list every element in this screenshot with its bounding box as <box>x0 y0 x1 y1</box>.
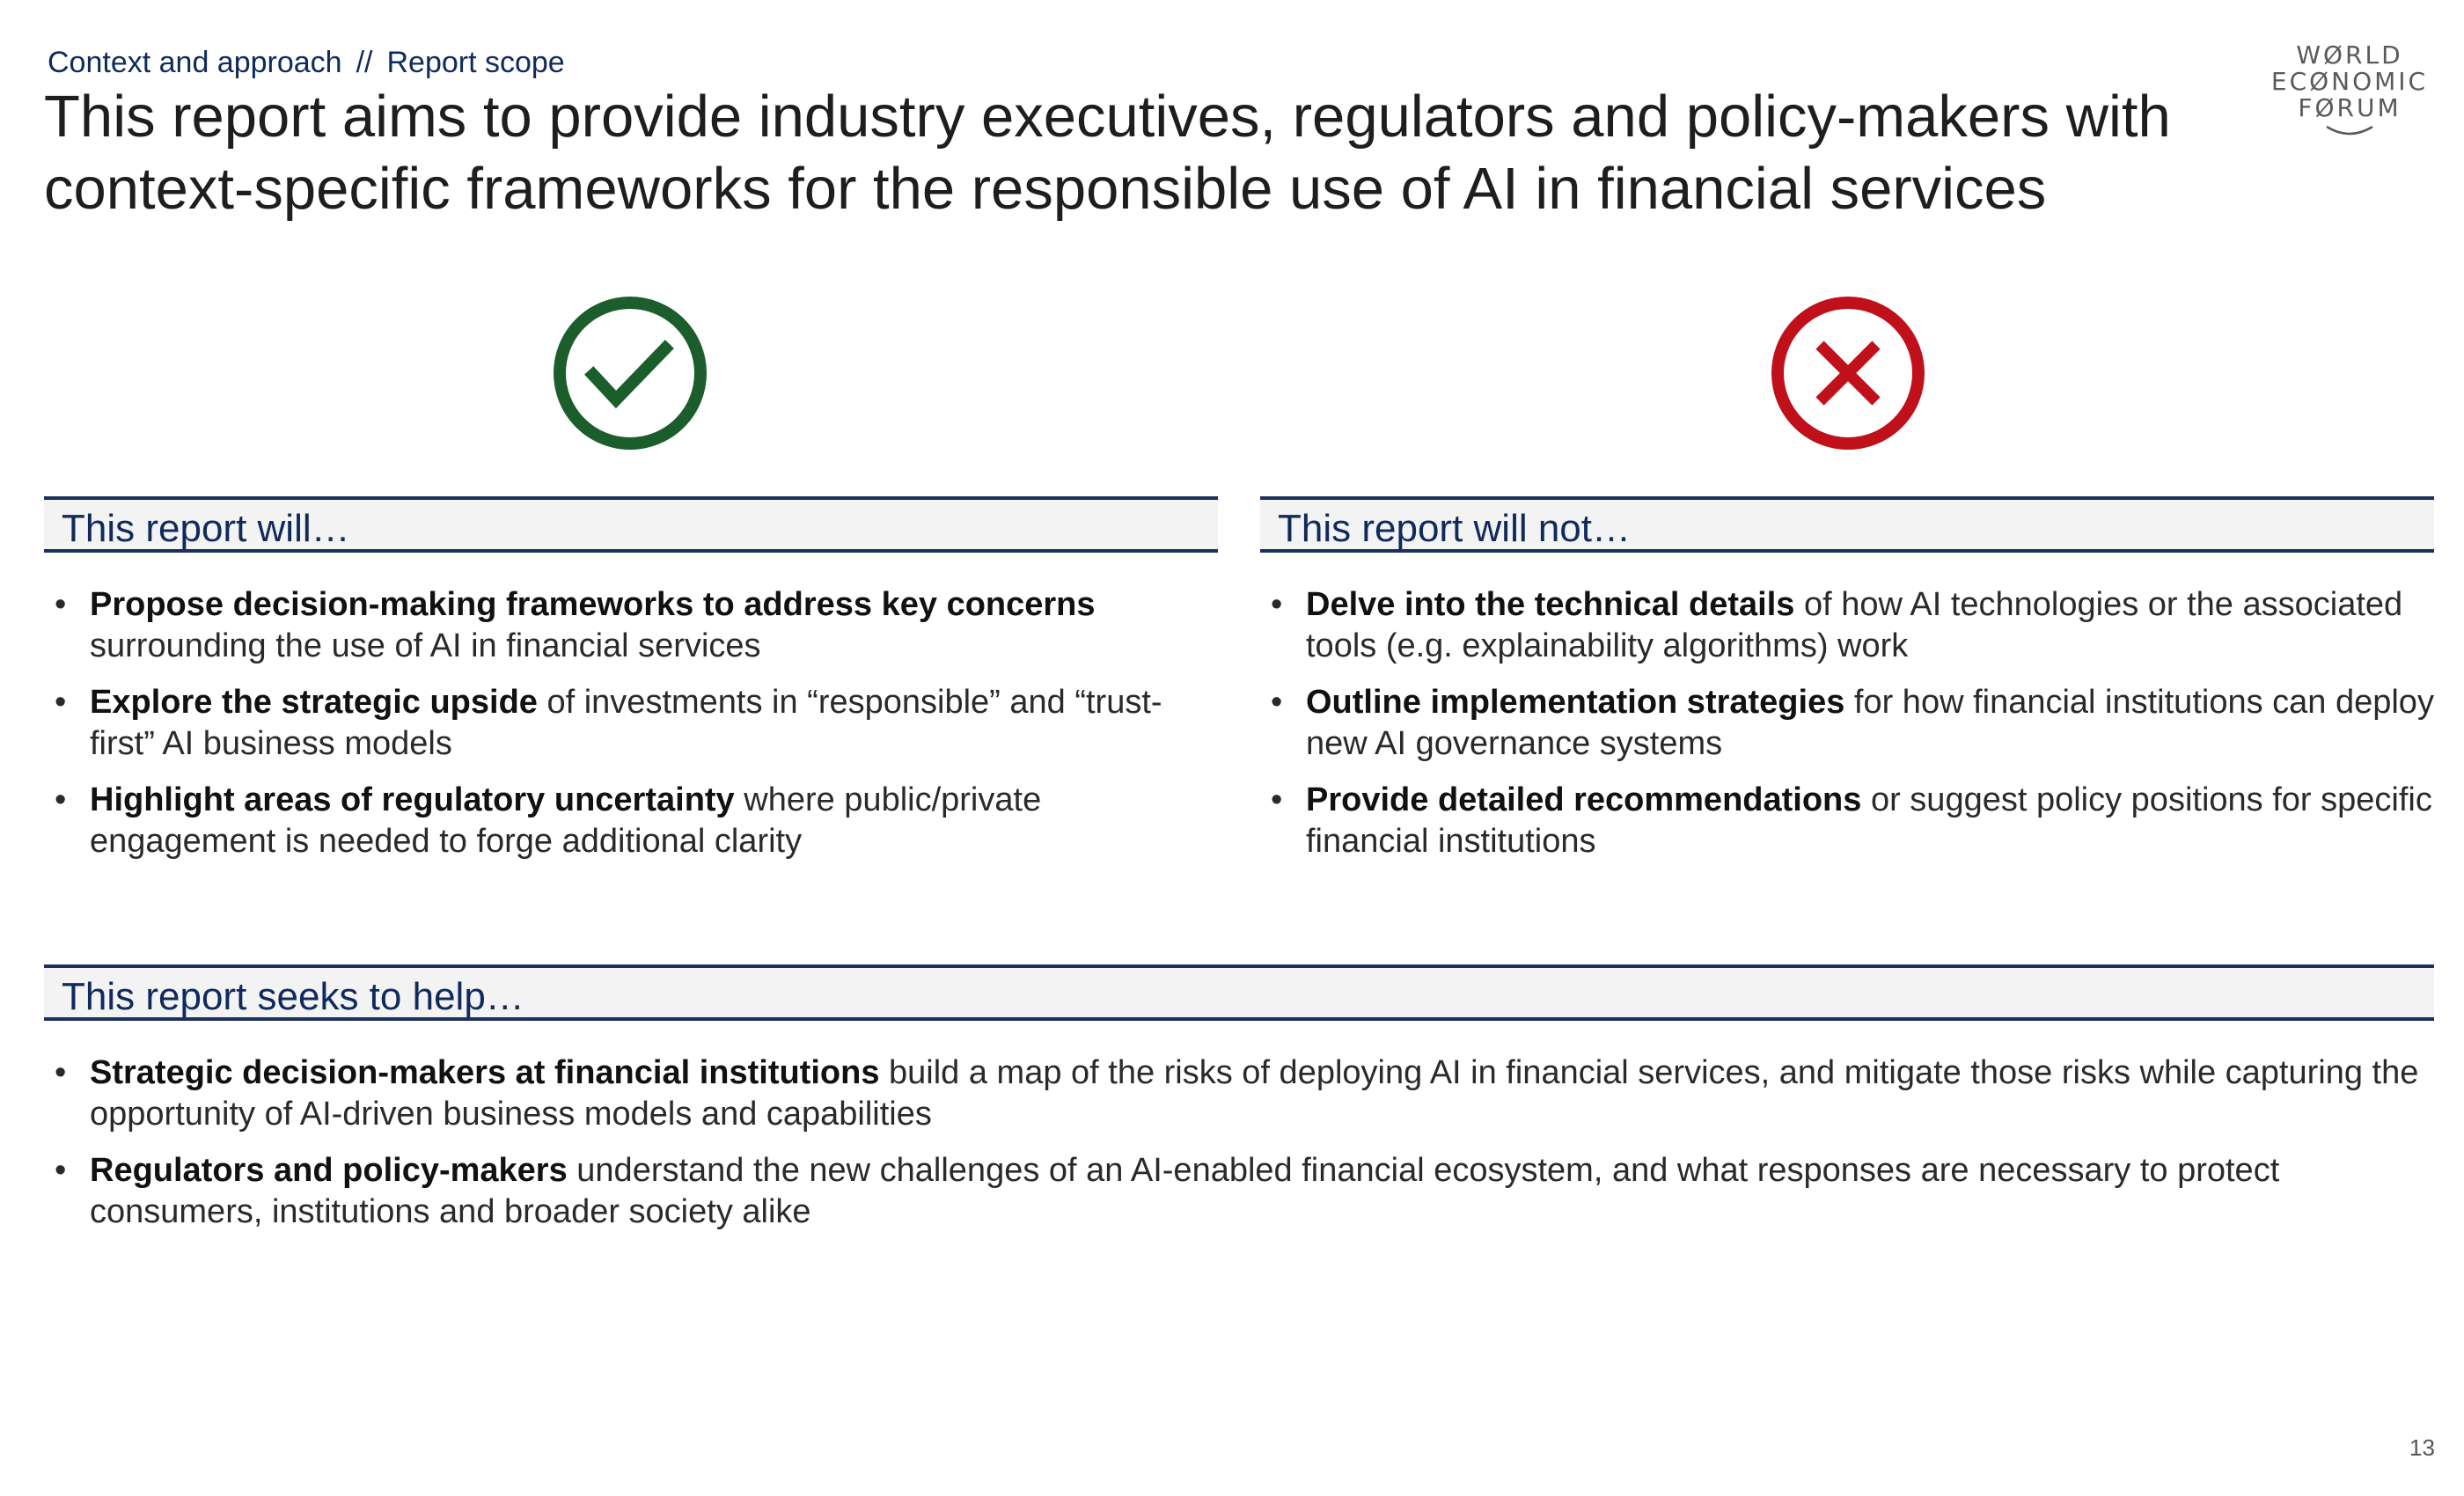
breadcrumb <box>48 46 565 80</box>
item-bold: Strategic decision-makers at financial institutions <box>90 1054 880 1091</box>
logo-line-3: FØRUM <box>2298 93 2402 122</box>
item-text: understand the new challenges of an AI-enabled financial ecosystem, and what responses are necessary to protect consumers, institutions and broader society alike <box>90 1152 2280 1230</box>
list-item <box>1262 780 2438 862</box>
list-item <box>1262 584 2438 667</box>
list-item <box>46 1052 2422 1135</box>
page-title: This report aims to provide industry executives, regulators and policy-makers with context-specific frameworks for the responsible use of AI in financial services <box>44 84 2171 222</box>
item-bold: Explore the strategic upside <box>90 684 538 721</box>
x-circle-icon <box>1769 294 1927 452</box>
item-bold: Delve into the technical details <box>1306 586 1795 623</box>
check-circle-icon <box>551 294 709 452</box>
item-text: or suggest policy positions for specific financial institutions <box>1306 781 2432 860</box>
item-bold: Propose decision-making frameworks to address key concerns <box>90 586 1096 623</box>
item-bold: Highlight areas of regulatory uncertainty <box>90 781 735 818</box>
will-not-list <box>1262 584 2438 877</box>
logo-swoosh-icon <box>2323 123 2376 141</box>
item-bold: Regulators and policy-makers <box>90 1152 568 1189</box>
will-not-section-header <box>1260 496 2434 553</box>
seeks-section-header <box>44 964 2434 1021</box>
page-number: 13 <box>2409 1434 2435 1461</box>
will-section-header <box>44 496 1218 553</box>
breadcrumb-section[interactable]: Context and approach <box>48 46 342 79</box>
item-text: where public/private engagement is needed to forge additional clarity <box>90 781 1042 860</box>
item-text: build a map of the risks of deploying AI in financial services, and mitigate those risks while capturing the opportunity of AI-driven business models and capabilities <box>90 1054 2419 1133</box>
wef-logo <box>2262 42 2438 121</box>
list-item <box>46 780 1216 862</box>
list-item <box>46 1150 2422 1233</box>
list-item <box>46 584 1216 667</box>
logo-line-2: ECØNOMIC <box>2270 67 2429 96</box>
item-bold: Outline implementation strategies <box>1306 684 1845 721</box>
breadcrumb-separator: // <box>356 46 373 79</box>
will-heading: This report will… <box>62 507 350 550</box>
item-text: of investments in “responsible” and “trust-first” AI business models <box>90 684 1162 762</box>
breadcrumb-page[interactable]: Report scope <box>386 46 565 79</box>
item-bold: Provide detailed recommendations <box>1306 781 1862 818</box>
item-text: surrounding the use of AI in financial services <box>90 627 761 664</box>
will-not-heading: This report will not… <box>1278 507 1632 550</box>
logo-line-1: WØRLD <box>2296 40 2403 70</box>
will-list <box>46 584 1216 877</box>
item-text: of how AI technologies or the associated tools (e.g. explainability algorithms) work <box>1306 586 2403 664</box>
item-text: for how financial institutions can deploy new AI governance systems <box>1306 684 2434 762</box>
list-item <box>1262 682 2438 765</box>
list-item <box>46 682 1216 765</box>
seeks-list <box>46 1052 2422 1248</box>
seeks-heading: This report seeks to help… <box>62 975 524 1018</box>
